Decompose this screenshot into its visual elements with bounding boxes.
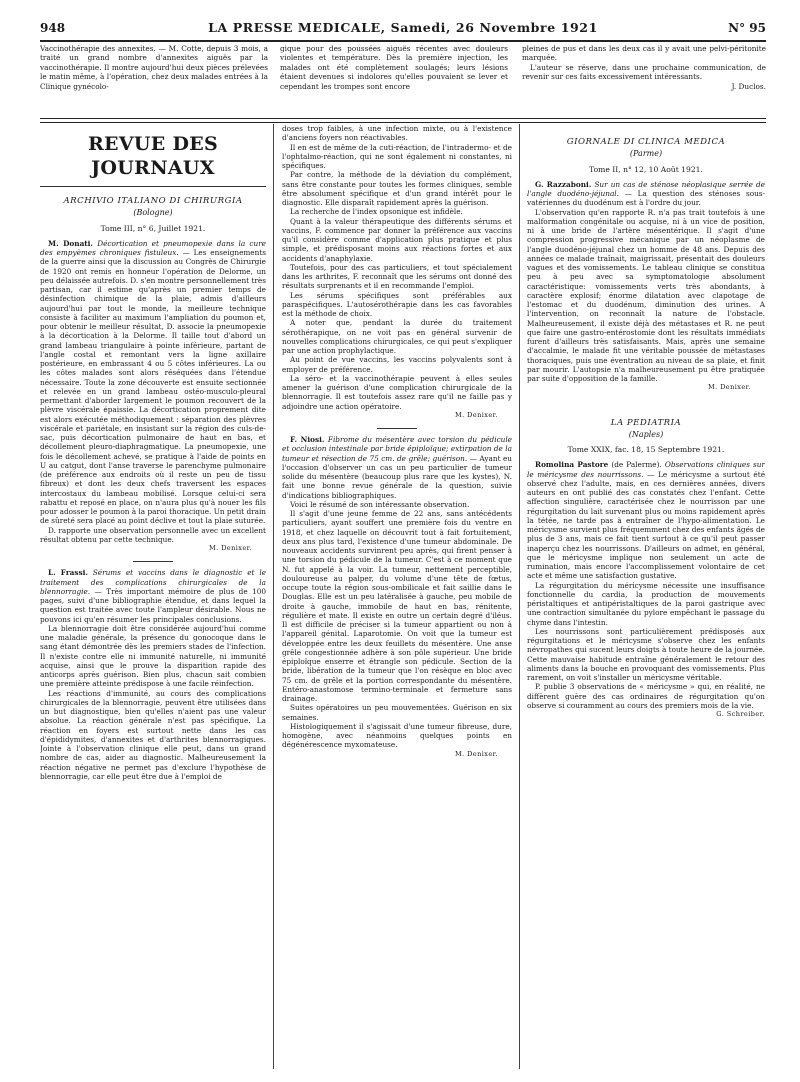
article-author: G. Razzaboni.	[535, 179, 592, 189]
journal-title: LA PRESSE MEDICALE, Samedi, 26 Novembre 1921	[208, 20, 598, 35]
journal-date: Tome XXIX, fac. 18, 15 Septembre 1921.	[567, 445, 725, 454]
journal-name: GIORNALE DI CLINICA MEDICA	[566, 137, 726, 147]
article-paragraph	[527, 180, 765, 208]
signature: J. Duclos.	[731, 81, 766, 91]
journal-name: LA PEDIATRIA	[610, 417, 682, 428]
signature: M. Denixer.	[707, 383, 751, 392]
article-paragraph: Toutefois, pour des cas particuliers, et tout spécialement dans les arthrites, F. reconnaît que les sérums ont donné des résultats surprenants et il en recommande l'emploi.	[282, 262, 512, 291]
column-3	[527, 124, 765, 1069]
article-title: Observations cliniques sur le méricysme des nourrissons.	[527, 460, 765, 479]
top-column-3	[522, 44, 766, 108]
article-paragraph: La recherche de l'index opsonique est infidèle.	[290, 207, 463, 217]
signature: M. Denixer.	[454, 749, 498, 758]
signature: M. Denixer.	[454, 410, 498, 419]
column-separator	[273, 124, 274, 1069]
article-paragraph	[527, 682, 765, 718]
top-section	[40, 44, 766, 108]
article-title: Fibrome du mésentère avec torsion du pédicule et occlusion intestinale par bride épiploïque; extirpation de la tumeur et résection de 75 cm. de grêle; guérison.	[282, 435, 512, 463]
article-paragraph: La blennorragie doit être considérée aujourd'hui comme une maladie générale, la présence du gonocoque dans le sang étant démontrée dès les premiers stades de l'infection. Il n'existe contre elle ni immunité naturelle, ni immunité acquise, ainsi que le prouve la disparition rapide des anticorps après guérison. Bien plus, chacun sait combien une première atteinte prédispose à une facile réinfection.	[40, 623, 266, 689]
top-text-3: pleines de pus et dans les deux cas il y avait une pelvi-péritonite marquée.	[522, 44, 766, 63]
double-rule	[40, 118, 766, 123]
page-number: 948	[40, 21, 66, 35]
separator-rule	[377, 428, 417, 429]
top-text-3b: L'auteur se réserve, dans une prochaine communication, de revenir sur ces faits excessivement intéressants.	[522, 62, 766, 82]
article-title: Sérums et vaccins dans le diagnostic et le traitement des complications chirurgicales de la blennorragie.	[40, 568, 266, 596]
article-author: Romolina Pastore	[535, 460, 609, 470]
journal-date: Tome II, n° 12, 10 Août 1921.	[589, 164, 703, 174]
article-text: — La question des sténoses sous-vatériennes du duodénum est à l'ordre du jour.	[527, 189, 765, 208]
column-separator	[519, 124, 520, 1069]
article-paragraph	[40, 239, 266, 526]
top-text-1: Vaccinothérapie des annexites. — M. Cotte, depuis 3 mois, a traité un grand nombre d'annexites aiguës par la vaccinothérapie. Il montre aujourd'hui deux pièces prélevées le matin même, à l'opération, chez deux malades entrées à la Clinique gynécolo-	[40, 44, 268, 91]
article-paragraph: A noter que, pendant la durée du traitement sérothérapique, on ne voit pas en général survenir de nouvelles complications chirurgicales, ce qui peut s'expliquer par une action prophylactique.	[282, 318, 512, 355]
column-2	[282, 124, 512, 1069]
journal-city: (Naples)	[628, 429, 664, 439]
article-paragraph	[282, 435, 512, 500]
article-paragraph: Histologiquement il s'agissait d'une tumeur fibreuse, dure, homogène, avec néanmoins quelques points en dégénérescence myxomateuse.	[282, 721, 512, 750]
article-paragraph: Par contre, la méthode de la déviation du complément, sans être constante pour toutes les formes cliniques, semble être absolument spécifique et d'un grand intérêt pour le diagnostic. Elle disparaît rapidement après la guérison.	[282, 170, 512, 207]
page-header	[40, 18, 766, 42]
article-paragraph: doses trop faibles, à une infection mixte, ou à l'existence d'anciens foyers non réactivables.	[282, 124, 512, 143]
article-paragraph: D. rapporte une observation personnelle avec un excellent résultat obtenu par cette technique.	[40, 525, 266, 544]
journal-name: ARCHIVIO ITALIANO DI CHIRURGIA	[63, 196, 243, 206]
article-paragraph: La régurgitation du méricysme nécessite une insuffisance fonctionnelle du cardia, la production de mouvements péristaltiques et antipéristaltiques de la paroi gastrique avec une contraction simultanée du pylore empêchant le passage du chyme dans l'intestin.	[527, 580, 765, 627]
issue-number: N° 95	[728, 21, 766, 35]
article-title: Sur un cas de sténose néoplasique serrée de l'angle duodéno-jéjunal.	[527, 179, 765, 198]
article-paragraph	[527, 460, 765, 580]
signature: M. Denixer.	[208, 544, 252, 552]
article-text: — Ayant eu l'occasion d'observer un cas un peu particulier de tumeur solide du mésentère (beaucoup plus rare que les kystes), N. fait une bonne revue générale de la question, suivie d'indications bibliographiques.	[282, 453, 512, 500]
article-paragraph: Quant à la valeur thérapeutique des différents sérums et vaccins, F. commence par donner la préférence aux vaccins qu'il considère comme d'application plus pratique et plus simple, et prédisposant moins aux réactions fortes et aux accidents d'anaphylaxie.	[282, 216, 512, 263]
top-column-1	[40, 44, 268, 108]
journal-city: (Bologne)	[133, 208, 173, 218]
article-text: — Les enseignements de la guerre ainsi que la discussion au Congrès de Chirurgie de 1920 ont remis en honneur l'opération de Delorme, un peu délaissée autrefois. D. s'en montre personnellement très partisan, car il estime qu'après un premier temps de désinfection chimique de la plaie, admis d'ailleurs aujourd'hui par tout le monde, la meilleure technique consiste à faciliter au maximum l'ampliation du poumon et, pour obtenir le meilleur résultat, D. associe la pneumopexie à la décortication à la Delorme. Il taille tout d'abord un grand lambeau triangulaire à pointe inférieure, partant de l'angle costal et remontant vers la ligne axillaire postérieure, en embrassant 4 ou 5 côtes inférieures. La ou les côtes malades sont alors réséquées dans l'étendue nécessaire. Toute la zone découverte est ensuite sectionnée et relevée en un grand lambeau ostéo-musculo-pleural permettant d'aborder largement le poumon recouvert de la plèvre viscérale épaissie. La décortication proprement dite est alors exécutée méthodiquement : séparation des plèvres viscérale et pariétale, en insistant sur la région des culs-de-sac, puis décortication pulmonaire de haut en bas, et décollement pleuro-diaphragmatique. La pneumopexie, une fois le décollement achevé, se pratique à l'aide de points en U au catgut, dont l'anse traverse le parenchyme pulmonaire (de préférence aux endroits où il reste un peu de tissu fibreux) et dont les deux chefs traversent les espaces intercostaux du lambeau mobilisé. Lorsque celui-ci sera rabattu et reposé en place, on n'aura plus qu'à nouer les fils pour adosser le poumon à la paroi thoracique. Un petit drain de sûreté sera placé au point déclive et tout la plaie suturée.	[40, 248, 266, 526]
journal-city: (Parme)	[629, 149, 663, 159]
article-author: F. Niosi.	[290, 435, 325, 444]
article-paragraph	[40, 568, 266, 624]
separator-rule	[133, 561, 173, 562]
journal-date: Tome III, n° 6, Juillet 1921.	[100, 223, 206, 233]
article-paragraph: Suites opératoires un peu mouvementées. Guérison en six semaines.	[282, 703, 512, 722]
article-text: P. publie 3 observations de « méricysme » qui, en réalité, ne diffèrent guère des cas ordinaires de régurgitation qu'on observe si couramment au cours des premiers mois de la vie.	[527, 682, 765, 710]
article-paragraph: Il en est de même de la cuti-réaction, de l'intradermo- et de l'ophtalmo-réaction, qui ne sont également ni constantes, ni spécifiques.	[282, 142, 512, 170]
column-1	[40, 124, 266, 1069]
article-paragraph: Les nourrissons sont particulièrement prédisposés aux régurgitations et le méricysme s'observe chez les enfants névropathes qui sucent leurs doigts à toute heure de la journée. Cette mauvaise habitude entraîne généralement le retour des aliments dans la bouche en provoquant des vomissements. Plus rarement, on voit s'installer un méricysme véritable.	[527, 626, 765, 682]
top-column-2	[280, 44, 508, 108]
article-author: L. Frassi.	[48, 568, 88, 578]
signature: G. Schreiber.	[716, 710, 765, 718]
article-paragraph: Il s'agit d'une jeune femme de 22 ans, sans antécédents particuliers, ayant souffert une première fois du ventre en 1918, et chez laquelle on découvrit tout à fait fortuitement, deux ans plus tard, l'existence d'une tumeur abdominale. De nouveaux accidents survinrent peu après, qui firent penser à une torsion du pédicule de la tumeur. C'est à ce moment que N. fut appelé à la voir. La tumeur, nettement perceptible, douloureuse au palper, du volume d'une tête de fœtus, occupe toute la région sous-ombilicale et fait saillie dans le Douglas. Elle est un peu latéralisée à gauche, peu mobile de droite à gauche, immobile de haut en bas, rénitente, régulière et mate. Il existe en outre un certain degré d'iléus. Il est difficile de préciser si la tumeur appartient ou non à l'appareil génital. Laparotomie. On voit que la tumeur est développée entre les deux feuillets du mésentère. Une anse grêle congestionnée adhère à son pôle supérieur. Une bride épiploïque enserre et étrangle son pédicule. Section de la bride, libération de la tumeur que l'on résèque en bloc avec 75 cm. de grêle et la portion correspondante du mésentère. Entéro-anastomose termino-terminale et fermeture sans drainage.	[282, 509, 512, 703]
section-masthead: REVUE DES JOURNAUX	[40, 132, 266, 187]
top-text-2: gique pour des poussées aiguës récentes avec douleurs violentes et température. Dès la première injection, les malades ont été complètement soulagés; leurs lésions étaient devenues si indolores qu'elles pouvaient se lever et cependant les trompes sont encore	[280, 44, 508, 91]
article-paragraph: Voici le résumé de son intéressante observation.	[290, 499, 470, 509]
article-paragraph: L'observation qu'en rapporte R. n'a pas trait toutefois à une malformation congénitale ou acquise, ni à un vice de position, ni à une bride de l'artère mésentérique. Il s'agit d'une compression progressive mécanique par un néoplasme de l'angle duodéno-jéjunal chez un homme de 48 ans. Depuis des années ce malade traînait, maigrissait, présentait des douleurs vagues et des vomissements. Le tableau clinique se constitua peu à peu avec sa symptomatologie absolument caractéristique: vomissements verts très abondants, à caractère explosif; énorme dilatation avec clapotage de l'estomac et du duodénum, diminution des urines. A l'intervention, on reconnaît la nature de l'obstacle. Malheureusement, il existe déjà des métastases et R. ne peut que faire une gastro-entérostomie dont les résultats immédiats furent d'ailleurs très satisfaisants. Mais, après une semaine d'accalmie, le malade fit une véritable poussée de métastases thoraciques, puis une éventration au niveau de sa plaie, et finit par mourir. L'autopsie n'a malheureusement pu être pratiquée par suite d'opposition de la famille.	[527, 207, 765, 383]
article-paragraph: Au point de vue vaccins, les vaccins polyvalents sont à employer de préférence.	[282, 355, 512, 374]
article-paragraph: Les sérums spécifiques sont préférables aux paraspécifiques. L'autosérothérapie dans les cas favorables est la méthode de choix.	[282, 290, 512, 318]
article-affiliation: (de Palerme).	[611, 460, 662, 470]
article-title: Décortication et pneumopexie dans la cure des empyèmes chroniques fistuleux.	[40, 238, 266, 257]
article-author: M. Donati.	[48, 238, 93, 248]
article-paragraph: Les réactions d'immunité, au cours des complications chirurgicales de la blennorragie, peuvent être utilisées dans un but diagnostique, bien qu'elles n'aient pas une valeur absolue. La réaction générale n'est pas spécifique. La réaction en foyers est surtout nette dans les cas d'épididymites, d'annexites et d'arthrites blennorragiques. Jointe à l'observation clinique elle peut, dans un grand nombre de cas, aider au diagnostic. Malheureusement la réaction négative ne permet pas d'exclure l'hypothèse de blennorragie, car elle peut être due à l'emploi de	[40, 688, 266, 781]
article-text: — Le méricysme a surtout été observé chez l'adulte, mais, en ces dernières années, divers auteurs en ont publié des cas constatés chez l'enfant. Cette affection singulière, caractérisée chez le nourrisson par une régurgitation du lait survenant plus ou moins rapidement après la tétée, ne tarde pas à entraîner de l'hypo-alimentation. Le méricysme survient plus fréquemment chez des enfants âgés de plus de 3 ans, mais ce fait tient surtout à ce qu'il peut passer inaperçu chez les nourrissons. D'ailleurs on admet, en général, que le méricysme implique non seulement un acte de rumination, mais encore l'accomplissement volontaire de cet acte et même une satisfaction gustative.	[527, 469, 765, 581]
article-text: — Très important mémoire de plus de 100 pages, suivi d'une bibliographie étendue, et dans lequel la question est traitée avec toute l'ampleur désirable. Nous ne pouvons ici qu'en résumer les principales conclusions.	[40, 586, 266, 624]
article-paragraph: La séro- et la vaccinothérapie peuvent à elles seules amener la guérison d'une complication chirurgicale de la blennorragie. Il est toutefois assez rare qu'il ne faille pas y adjoindre une action opératoire.	[282, 373, 512, 411]
